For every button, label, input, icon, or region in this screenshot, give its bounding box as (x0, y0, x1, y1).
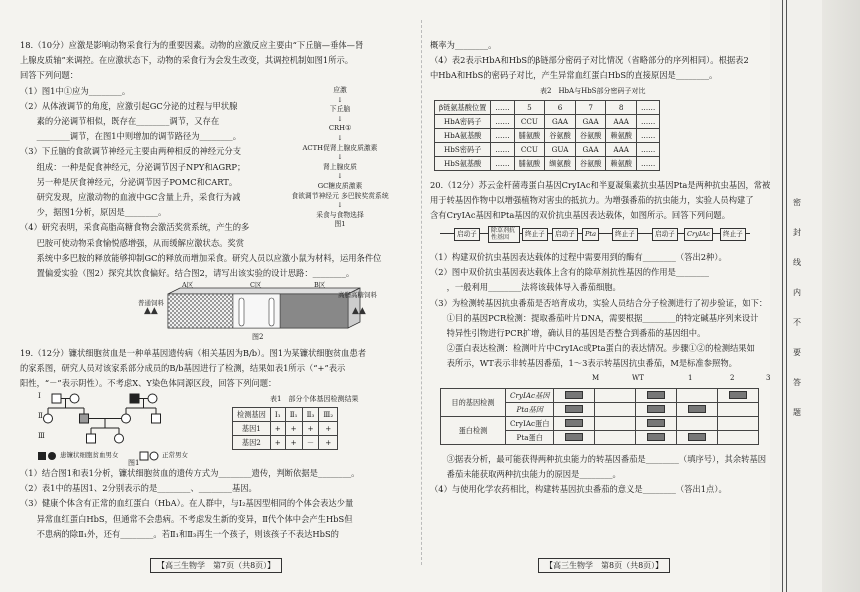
terminator-box: 终止子 (612, 228, 638, 241)
figure-label: 图1 (334, 220, 346, 229)
q19-line: 19.（12分）镰状细胞贫血是一种单基因遗传病（相关基因为B/b）。图1为某镰状细胞贫血患者 (20, 348, 367, 358)
table-row: Pta蛋白 (441, 431, 759, 445)
q18-line: 巴胺可使动物采食愉悦感增强，从而缓解应激状态。奖赏 (20, 237, 245, 248)
q20-line: ②蛋白表达检测：检测叶片中CryIAc或Pta蛋白的表达情况。步骤①②的检测结果如 (430, 343, 755, 354)
lane-label: WT (632, 374, 644, 382)
figure-label: 图2 (252, 333, 264, 341)
gel-band (565, 433, 583, 441)
svg-text:▲▲: ▲▲ (352, 306, 366, 316)
q20-line: （2）图中双价抗虫基因表达载体上含有的除草剂抗性基因的作用是________ (430, 267, 710, 278)
q18-line: （3）下丘脑的食欲调节神经元主要由两种相反的神经元分支 (20, 146, 241, 157)
q20-end (430, 452, 767, 498)
gel-band (565, 419, 583, 427)
gel-results (440, 374, 771, 456)
q18-line: 少，据图1分析，原因是________。 (20, 207, 167, 218)
promoter-box: 启动子 (454, 228, 480, 241)
generation-label: Ⅲ (38, 432, 45, 440)
table1-title: 表1 部分个体基因检测结果 (270, 395, 359, 403)
table-row: 检测基因 Ⅰ₁ Ⅱ₁ Ⅱ₃ Ⅲ₂ (233, 408, 338, 422)
table-row: HbA氨基酸 …… 脯氨酸 谷氨酸 谷氨酸 赖氨酸 …… (435, 129, 660, 143)
svg-text:▲▲: ▲▲ (144, 306, 158, 316)
q18-line: 系统中多巴胺的释放能够抑制GC的释放而增加采食。研究人员以应激小鼠为材料，运用条件位 (20, 252, 382, 263)
seal-line-notice: 密 封 线 内 不 要 答 题 (793, 198, 801, 417)
gel-band (647, 405, 665, 413)
q18-line: 研究发现，应激动物的血液中GC含量上升，采食行为减 (20, 192, 241, 203)
table-row: 蛋白检测 CryIAc蛋白 (441, 417, 759, 431)
q18-line: （1）图1中①应为________。 (20, 85, 131, 96)
q20-line: 表所示，WT表示非转基因番茄，1～3表示转基因抗虫番茄，M是标准参照物。 (430, 358, 737, 369)
q18-line: 回答下列问题： (20, 70, 79, 81)
lane-label: M (592, 374, 600, 382)
stress-flow-diagram: 应激 ↓ 下丘脑 ↓ CRH① ↓ ACTH促肾上腺皮质激素 ↓ 肾上腺皮质 ↓ GC糖皮质激素 食欲调节神经元 多巴胺奖赏系统 ↓ 采食与食物选择 图1 (265, 86, 415, 230)
q20-line: ③据表分析，最可能获得两种抗虫能力的转基因番茄是________（填序号），其余转基因 (430, 454, 767, 464)
q18-line: 素的分泌调节相似，既存在________调节，又存在 (20, 116, 220, 127)
gel-band (647, 419, 665, 427)
q19-line: 异常血红蛋白HbS，但通常不会患病。不考虑发生新的变异，Ⅱ代个体中会产生HbS但 (20, 513, 353, 524)
q20-line: 特异性引物进行PCR扩增，确认目的基因是否整合到番茄的基因组中。 (430, 328, 706, 339)
legend-affected-label: 患镰状细胞贫血男女 (60, 451, 119, 459)
q19-line: 的家系图，研究人员对该家系部分成员的B/b基因进行了检测，结果如表1所示（“+”表示 (20, 363, 346, 374)
zone-c-label: C区 (250, 281, 262, 289)
cryiac-gene-box: CryIAc (684, 228, 713, 241)
zone-a-label: A区 (182, 281, 194, 289)
promoter-box: 启动子 (552, 228, 578, 241)
q20-line: ，一般利用________法将该载体导入番茄细胞。 (430, 282, 621, 293)
promoter-box: 启动子 (652, 228, 678, 241)
lane-label: 2 (730, 374, 735, 382)
gel-band (688, 433, 706, 441)
table2-title: 表2 HbA与HbS部分密码子对比 (540, 87, 646, 95)
table-row: HbS氨基酸 …… 脯氨酸 缬氨酸 谷氨酸 赖氨酸 …… (435, 157, 660, 171)
q19-line: （1）结合图1和表1分析，镰状细胞贫血的遗传方式为________遗传，判断依据是________。 (20, 468, 360, 478)
gel-band (565, 405, 583, 413)
q20-line: （3）为检测转基因抗虫番茄是否培育成功，实验人员结合分子检测进行了初步验证，如下： (430, 297, 768, 308)
herbicide-gene-box: 除草剂抗性基因 (488, 226, 520, 243)
legend-normal-label: 正常男女 (162, 451, 188, 459)
gel-band (729, 391, 747, 399)
table-row: β链氨基酸位置 …… 5 6 7 8 …… (435, 101, 660, 115)
gel-table (440, 388, 759, 445)
table-row: HbS密码子 …… CCU GUA GAA AAA …… (435, 143, 660, 157)
table-row: 目的基因检测 CryIAc基因 (441, 389, 759, 403)
high-fat-feed-label: 高脂高糖饲料 (338, 291, 377, 299)
q18-line: 18.（10分）应激是影响动物采食行为的重要因素。动物的应激反应主要由“下丘脑—垂体—肾 (20, 40, 364, 50)
q20-line: 番茄未能获取两种抗虫能力的原因是________。 (430, 469, 621, 480)
q19-line: 概率为________。 (430, 40, 497, 50)
right-column-top (430, 38, 760, 84)
q19-line: 阳性，“－”表示阴性）。不考虑X、Y染色体同源区段，回答下列问题： (20, 378, 277, 389)
place-preference-figure (138, 281, 378, 346)
q20-line: 用于转基因作物中以增强植物对害虫的抵抗力。为增强番茄的抗虫能力，实验人员构建了 (430, 195, 754, 206)
binding-margin (770, 0, 860, 592)
q18-line: 组成：一种是促食神经元，分泌调节因子NPY和AGRP； (20, 161, 246, 172)
q20-questions (430, 250, 768, 372)
q19-line: 中HbA和HbS的密码子对比，产生异常血红蛋白HbS的直接原因是________。 (430, 70, 718, 81)
gel-band (647, 433, 665, 441)
q18-line: 上腺皮质轴”来调控。在应激状态下，动物的采食行为会发生改变，其调控机制如图1所示。 (20, 55, 354, 66)
q19-questions (20, 466, 415, 542)
pedigree-chart (36, 392, 236, 467)
page-footer-right: 【高三生物学 第8页（共8页）】 (538, 558, 670, 573)
q19-intro (20, 346, 415, 392)
generation-label: Ⅱ (38, 412, 43, 420)
normal-feed-label: 普通饲料 (138, 299, 164, 307)
gel-band (565, 391, 583, 399)
table-row: 基因1 + + + + (233, 422, 338, 436)
q20-line: 含有CryIAc基因和Pta基因的双价抗虫基因表达载体，如图所示。回答下列问题。 (430, 210, 730, 221)
q20-line: 20.（12分）苏云金杆菌毒蛋白基因CryIAc和半夏凝集素抗虫基因Pta是两种抗虫基因，常被 (430, 180, 771, 190)
q19-line: （3）健康个体含有正常的血红蛋白（HbA）。在人群中，与Ⅰ₂基因型相同的个体会表达少量 (20, 498, 354, 509)
q19-line: 不患病的除Ⅱ₁外，还有________。若Ⅱ₁和Ⅱ₃再生一个孩子，则该孩子不表达HbS的 (20, 528, 339, 539)
vector-diagram (440, 228, 760, 248)
q18-line: 另一种是厌食神经元，分泌调节因子POMC和CART。 (20, 176, 238, 187)
gel-band (688, 405, 706, 413)
q20-line: （1）构建双价抗虫基因表达载体的过程中需要用到的酶有________（答出2种）。 (430, 252, 727, 262)
column-divider (421, 20, 422, 565)
lane-label: 3 (766, 374, 771, 382)
terminator-box: 终止子 (720, 228, 746, 241)
table-row: HbA密码子 …… CCU GAA GAA AAA …… (435, 115, 660, 129)
q18-line: 置偏爱实验（图2）探究其饮食偏好。结合图2，请写出该实验的设计思路：________。 (20, 268, 355, 279)
q19-line: （2）表1中的基因1、2分别表示的是________、________基因。 (20, 483, 257, 494)
gel-band (647, 391, 665, 399)
q20-intro (430, 178, 771, 224)
terminator-box: 终止子 (522, 228, 548, 241)
q18-line: （4）研究表明，采食高脂高糖食物会激活奖赏系统，产生的多 (20, 222, 250, 233)
zone-b-label: B区 (314, 281, 326, 289)
q18-line: ________调节，在图1中则增加的调节路径为________。 (20, 131, 241, 142)
table2 (434, 100, 660, 171)
q20-line: ①目的基因PCR检测：提取番茄叶片DNA，需要根据________的特定碱基序列来设计 (430, 312, 759, 323)
q20-line: （4）与使用化学农药相比，构建转基因抗虫番茄的意义是________（答出1点）。 (430, 484, 727, 495)
q18-line: （2）从体液调节的角度，应激引起GC分泌的过程与甲状腺 (20, 100, 238, 111)
generation-label: Ⅰ (38, 392, 41, 400)
table1 (232, 407, 338, 450)
q19-line: （4）表2表示HbA和HbS的β链部分密码子对比情况（省略部分的序列相同）。根据表2 (430, 55, 749, 66)
figure-label: 图1 (128, 459, 140, 467)
lane-label: 1 (688, 374, 693, 382)
pta-gene-box: Pta (582, 228, 599, 241)
table-row: 基因2 + + － + (233, 436, 338, 450)
table-row: Pta基因 (441, 403, 759, 417)
page-footer-left: 【高三生物学 第7页（共8页）】 (150, 558, 282, 573)
